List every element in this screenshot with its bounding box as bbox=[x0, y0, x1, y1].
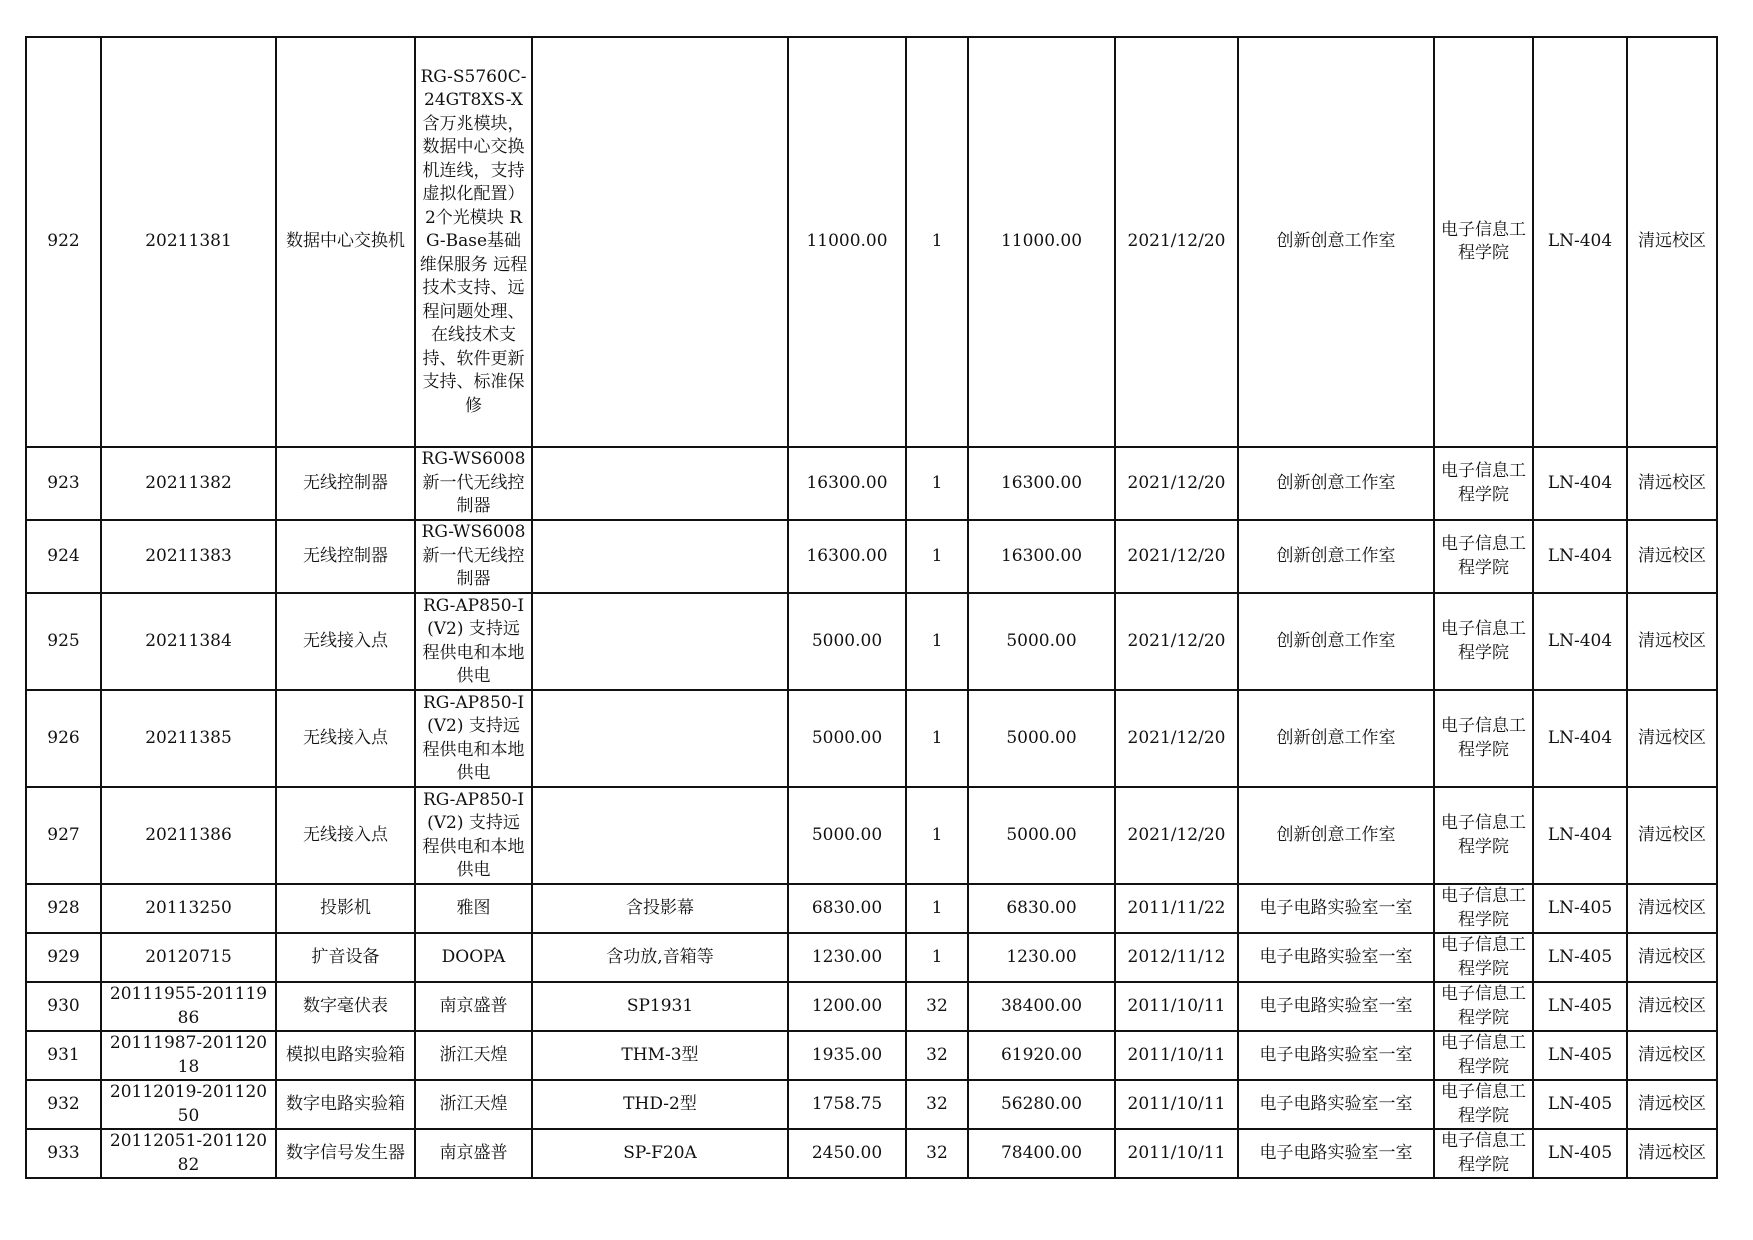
cell-model: 雅图 bbox=[415, 884, 532, 933]
cell-loc: LN-404 bbox=[1533, 690, 1627, 787]
table-row bbox=[26, 787, 1717, 884]
cell-qty: 32 bbox=[906, 1080, 968, 1129]
cell-date: 2012/11/12 bbox=[1115, 933, 1238, 982]
cell-model: 浙江天煌 bbox=[415, 1031, 532, 1080]
cell-spec bbox=[532, 593, 788, 690]
table-row bbox=[26, 1031, 1717, 1080]
cell-seq: 923 bbox=[26, 447, 101, 520]
cell-dept: 电子信息工程学院 bbox=[1434, 1129, 1533, 1178]
cell-dept: 电子信息工程学院 bbox=[1434, 690, 1533, 787]
cell-date: 2011/11/22 bbox=[1115, 884, 1238, 933]
cell-qty: 1 bbox=[906, 787, 968, 884]
cell-dept: 电子信息工程学院 bbox=[1434, 1031, 1533, 1080]
cell-name: 数字毫伏表 bbox=[276, 982, 415, 1031]
cell-amount: 38400.00 bbox=[968, 982, 1115, 1031]
cell-loc: LN-404 bbox=[1533, 787, 1627, 884]
cell-room: 创新创意工作室 bbox=[1238, 593, 1434, 690]
cell-price: 16300.00 bbox=[788, 520, 906, 593]
cell-code: 20211383 bbox=[101, 520, 276, 593]
cell-seq: 927 bbox=[26, 787, 101, 884]
cell-seq: 932 bbox=[26, 1080, 101, 1129]
cell-qty: 1 bbox=[906, 933, 968, 982]
cell-dept: 电子信息工程学院 bbox=[1434, 520, 1533, 593]
cell-room: 创新创意工作室 bbox=[1238, 520, 1434, 593]
cell-amount: 61920.00 bbox=[968, 1031, 1115, 1080]
cell-date: 2011/10/11 bbox=[1115, 1080, 1238, 1129]
cell-date: 2021/12/20 bbox=[1115, 447, 1238, 520]
table-row bbox=[26, 933, 1717, 982]
cell-price: 1758.75 bbox=[788, 1080, 906, 1129]
cell-campus: 清远校区 bbox=[1627, 933, 1717, 982]
cell-price: 5000.00 bbox=[788, 690, 906, 787]
cell-model: 浙江天煌 bbox=[415, 1080, 532, 1129]
cell-date: 2011/10/11 bbox=[1115, 1031, 1238, 1080]
cell-loc: LN-405 bbox=[1533, 1031, 1627, 1080]
cell-name: 无线控制器 bbox=[276, 447, 415, 520]
cell-dept: 电子信息工程学院 bbox=[1434, 593, 1533, 690]
cell-name: 无线接入点 bbox=[276, 690, 415, 787]
cell-amount: 11000.00 bbox=[968, 37, 1115, 447]
cell-dept: 电子信息工程学院 bbox=[1434, 1080, 1533, 1129]
cell-date: 2021/12/20 bbox=[1115, 37, 1238, 447]
cell-amount: 56280.00 bbox=[968, 1080, 1115, 1129]
cell-code: 20211384 bbox=[101, 593, 276, 690]
cell-model: 南京盛普 bbox=[415, 1129, 532, 1178]
cell-loc: LN-404 bbox=[1533, 520, 1627, 593]
cell-seq: 930 bbox=[26, 982, 101, 1031]
cell-seq: 926 bbox=[26, 690, 101, 787]
cell-spec: THD-2型 bbox=[532, 1080, 788, 1129]
table-row bbox=[26, 1080, 1717, 1129]
cell-seq: 924 bbox=[26, 520, 101, 593]
cell-model: RG-S5760C-24GT8XS-X含万兆模块，数据中心交换机连线，支持虚拟化配置）2个光模块 RG-Base基础维保服务 远程技术支持、远程问题处理、在线技术支持、软件更新支持、标准保修 bbox=[415, 37, 532, 447]
cell-loc: LN-404 bbox=[1533, 37, 1627, 447]
cell-seq: 928 bbox=[26, 884, 101, 933]
cell-campus: 清远校区 bbox=[1627, 593, 1717, 690]
cell-loc: LN-405 bbox=[1533, 884, 1627, 933]
cell-qty: 1 bbox=[906, 37, 968, 447]
cell-campus: 清远校区 bbox=[1627, 787, 1717, 884]
table-row bbox=[26, 520, 1717, 593]
cell-campus: 清远校区 bbox=[1627, 520, 1717, 593]
cell-code: 20113250 bbox=[101, 884, 276, 933]
cell-code: 20111955-20111986 bbox=[101, 982, 276, 1031]
cell-campus: 清远校区 bbox=[1627, 1080, 1717, 1129]
cell-spec: THM-3型 bbox=[532, 1031, 788, 1080]
cell-seq: 933 bbox=[26, 1129, 101, 1178]
equipment-table bbox=[25, 36, 1718, 1179]
table-row bbox=[26, 37, 1717, 447]
cell-room: 电子电路实验室一室 bbox=[1238, 884, 1434, 933]
cell-code: 20111987-20112018 bbox=[101, 1031, 276, 1080]
cell-name: 模拟电路实验箱 bbox=[276, 1031, 415, 1080]
table-row bbox=[26, 884, 1717, 933]
cell-campus: 清远校区 bbox=[1627, 37, 1717, 447]
cell-amount: 1230.00 bbox=[968, 933, 1115, 982]
cell-spec: SP1931 bbox=[532, 982, 788, 1031]
cell-code: 20112019-20112050 bbox=[101, 1080, 276, 1129]
cell-qty: 1 bbox=[906, 593, 968, 690]
cell-date: 2021/12/20 bbox=[1115, 593, 1238, 690]
cell-room: 创新创意工作室 bbox=[1238, 787, 1434, 884]
cell-model: RG-WS6008新一代无线控制器 bbox=[415, 520, 532, 593]
cell-price: 5000.00 bbox=[788, 787, 906, 884]
cell-price: 5000.00 bbox=[788, 593, 906, 690]
cell-room: 电子电路实验室一室 bbox=[1238, 982, 1434, 1031]
cell-model: RG-AP850-I(V2) 支持远程供电和本地供电 bbox=[415, 593, 532, 690]
cell-loc: LN-404 bbox=[1533, 447, 1627, 520]
cell-room: 电子电路实验室一室 bbox=[1238, 933, 1434, 982]
cell-loc: LN-405 bbox=[1533, 1080, 1627, 1129]
cell-qty: 32 bbox=[906, 1031, 968, 1080]
cell-qty: 1 bbox=[906, 520, 968, 593]
cell-qty: 32 bbox=[906, 1129, 968, 1178]
table-row bbox=[26, 593, 1717, 690]
cell-spec bbox=[532, 690, 788, 787]
cell-date: 2011/10/11 bbox=[1115, 982, 1238, 1031]
table-row bbox=[26, 447, 1717, 520]
cell-spec bbox=[532, 787, 788, 884]
cell-date: 2021/12/20 bbox=[1115, 690, 1238, 787]
cell-name: 数字电路实验箱 bbox=[276, 1080, 415, 1129]
cell-price: 1230.00 bbox=[788, 933, 906, 982]
cell-room: 电子电路实验室一室 bbox=[1238, 1031, 1434, 1080]
cell-name: 数字信号发生器 bbox=[276, 1129, 415, 1178]
cell-dept: 电子信息工程学院 bbox=[1434, 37, 1533, 447]
cell-seq: 925 bbox=[26, 593, 101, 690]
cell-code: 20211386 bbox=[101, 787, 276, 884]
cell-model: RG-AP850-I(V2) 支持远程供电和本地供电 bbox=[415, 690, 532, 787]
cell-model: RG-WS6008新一代无线控制器 bbox=[415, 447, 532, 520]
cell-code: 20211382 bbox=[101, 447, 276, 520]
cell-model: DOOPA bbox=[415, 933, 532, 982]
table-row bbox=[26, 982, 1717, 1031]
cell-price: 1935.00 bbox=[788, 1031, 906, 1080]
cell-price: 16300.00 bbox=[788, 447, 906, 520]
cell-dept: 电子信息工程学院 bbox=[1434, 982, 1533, 1031]
cell-room: 创新创意工作室 bbox=[1238, 690, 1434, 787]
cell-seq: 931 bbox=[26, 1031, 101, 1080]
cell-room: 创新创意工作室 bbox=[1238, 447, 1434, 520]
cell-dept: 电子信息工程学院 bbox=[1434, 933, 1533, 982]
cell-date: 2021/12/20 bbox=[1115, 520, 1238, 593]
cell-seq: 929 bbox=[26, 933, 101, 982]
table-row bbox=[26, 690, 1717, 787]
cell-name: 扩音设备 bbox=[276, 933, 415, 982]
cell-campus: 清远校区 bbox=[1627, 982, 1717, 1031]
cell-code: 20112051-20112082 bbox=[101, 1129, 276, 1178]
cell-amount: 16300.00 bbox=[968, 520, 1115, 593]
cell-amount: 5000.00 bbox=[968, 593, 1115, 690]
cell-seq: 922 bbox=[26, 37, 101, 447]
cell-model: RG-AP850-I(V2) 支持远程供电和本地供电 bbox=[415, 787, 532, 884]
cell-loc: LN-405 bbox=[1533, 1129, 1627, 1178]
cell-name: 数据中心交换机 bbox=[276, 37, 415, 447]
cell-price: 2450.00 bbox=[788, 1129, 906, 1178]
cell-campus: 清远校区 bbox=[1627, 884, 1717, 933]
cell-price: 1200.00 bbox=[788, 982, 906, 1031]
cell-campus: 清远校区 bbox=[1627, 447, 1717, 520]
cell-amount: 16300.00 bbox=[968, 447, 1115, 520]
cell-dept: 电子信息工程学院 bbox=[1434, 447, 1533, 520]
cell-qty: 1 bbox=[906, 884, 968, 933]
cell-price: 11000.00 bbox=[788, 37, 906, 447]
cell-qty: 32 bbox=[906, 982, 968, 1031]
cell-name: 投影机 bbox=[276, 884, 415, 933]
cell-loc: LN-405 bbox=[1533, 982, 1627, 1031]
cell-dept: 电子信息工程学院 bbox=[1434, 884, 1533, 933]
cell-name: 无线接入点 bbox=[276, 787, 415, 884]
cell-room: 电子电路实验室一室 bbox=[1238, 1129, 1434, 1178]
cell-qty: 1 bbox=[906, 690, 968, 787]
cell-amount: 5000.00 bbox=[968, 787, 1115, 884]
cell-campus: 清远校区 bbox=[1627, 690, 1717, 787]
cell-spec bbox=[532, 447, 788, 520]
cell-price: 6830.00 bbox=[788, 884, 906, 933]
cell-loc: LN-405 bbox=[1533, 933, 1627, 982]
cell-spec: SP-F20A bbox=[532, 1129, 788, 1178]
cell-spec bbox=[532, 37, 788, 447]
cell-room: 创新创意工作室 bbox=[1238, 37, 1434, 447]
cell-code: 20211385 bbox=[101, 690, 276, 787]
table-row bbox=[26, 1129, 1717, 1178]
cell-spec: 含功放,音箱等 bbox=[532, 933, 788, 982]
cell-dept: 电子信息工程学院 bbox=[1434, 787, 1533, 884]
cell-campus: 清远校区 bbox=[1627, 1031, 1717, 1080]
cell-spec: 含投影幕 bbox=[532, 884, 788, 933]
cell-amount: 5000.00 bbox=[968, 690, 1115, 787]
cell-date: 2021/12/20 bbox=[1115, 787, 1238, 884]
cell-name: 无线控制器 bbox=[276, 520, 415, 593]
cell-spec bbox=[532, 520, 788, 593]
cell-code: 20120715 bbox=[101, 933, 276, 982]
cell-amount: 6830.00 bbox=[968, 884, 1115, 933]
cell-qty: 1 bbox=[906, 447, 968, 520]
cell-room: 电子电路实验室一室 bbox=[1238, 1080, 1434, 1129]
cell-amount: 78400.00 bbox=[968, 1129, 1115, 1178]
cell-date: 2011/10/11 bbox=[1115, 1129, 1238, 1178]
cell-name: 无线接入点 bbox=[276, 593, 415, 690]
cell-loc: LN-404 bbox=[1533, 593, 1627, 690]
cell-campus: 清远校区 bbox=[1627, 1129, 1717, 1178]
cell-model: 南京盛普 bbox=[415, 982, 532, 1031]
cell-code: 20211381 bbox=[101, 37, 276, 447]
